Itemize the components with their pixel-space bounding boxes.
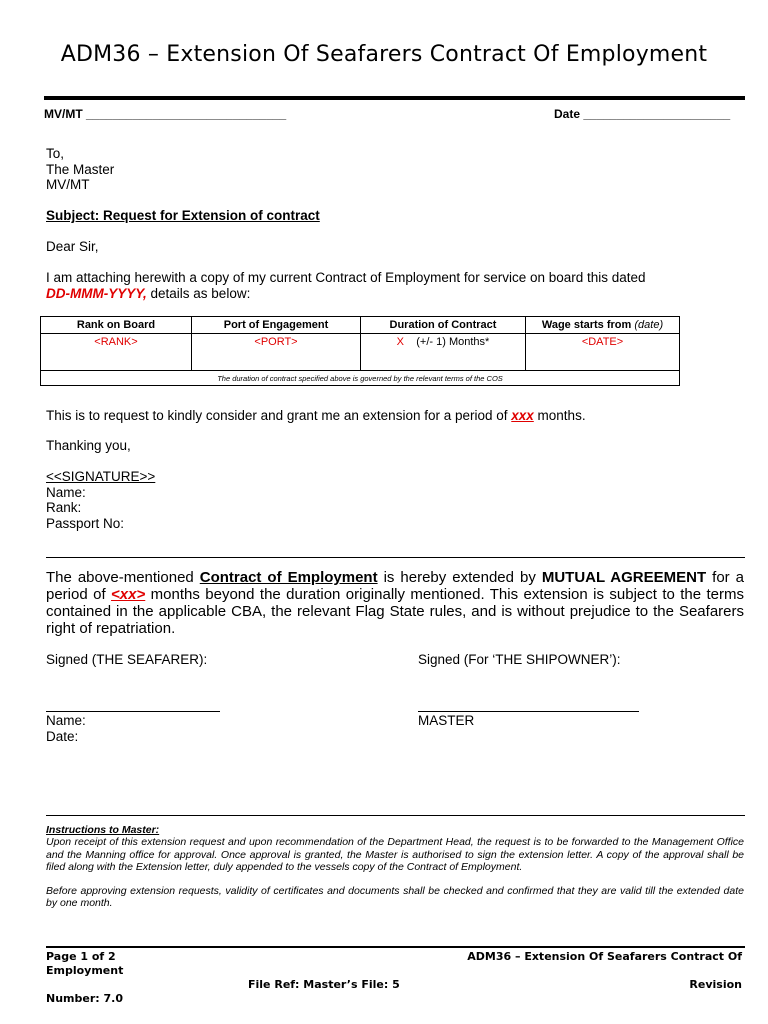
contract-details-table [40, 316, 680, 386]
footer-doc-title: ADM36 – Extension Of Seafarers Contract Of [467, 950, 742, 963]
footer-revision: Revision [689, 978, 742, 991]
request-paragraph [46, 408, 586, 424]
header-duration: Duration of Contract [361, 317, 526, 334]
signed-seafarer: Signed (THE SEAFARER): [46, 652, 208, 667]
intro-suffix: details as below: [146, 285, 251, 301]
master-label: MASTER [418, 713, 475, 728]
seafarer-signature-line [46, 711, 220, 712]
seafarer-date: Date: [46, 728, 79, 744]
document-title: ADM36 – Extension Of Seafarers Contract Of Employment [60, 42, 708, 67]
footer-employment: Employment [46, 964, 124, 977]
signature-placeholder: <<SIGNATURE>> [46, 469, 156, 484]
agreement-p1: The above-mentioned [46, 569, 200, 586]
header-wage [526, 317, 680, 334]
seafarer-details [46, 713, 86, 744]
date-field: Date ______________________ [554, 107, 731, 121]
agreement-xx: <xx> [111, 586, 146, 603]
address-line-vessel: MV/MT [46, 177, 90, 192]
request-period: xxx [511, 408, 534, 423]
header-wage-suffix: (date) [634, 319, 664, 331]
agreement-p3: for a period of [46, 569, 744, 603]
signature-name: Name: [46, 484, 86, 500]
agreement-p4: months beyond the duration originally mentioned. This extension is subject to the terms contained in the applicable CBA, the relevant Flag State rules, and is without prejudice to the Seafarers right of repatriation. [46, 586, 745, 637]
thanks: Thanking you, [46, 438, 131, 453]
footer-page: Page 1 of 2 [46, 950, 116, 963]
agreement-paragraph [46, 569, 744, 637]
title-rule [44, 96, 745, 100]
request-prefix: This is to request to kindly consider and grant me an extension for a period of [46, 408, 512, 423]
duration-x: X [396, 336, 405, 348]
date-placeholder: DD-MMM-YYYY, [46, 285, 147, 301]
subject-line: Subject: Request for Extension of contract [46, 208, 320, 223]
signature-block [46, 469, 155, 531]
intro-paragraph [46, 270, 746, 301]
salutation: Dear Sir, [46, 239, 99, 254]
header-rank: Rank on Board [41, 317, 192, 334]
address-block [46, 146, 114, 193]
signature-passport: Passport No: [46, 515, 125, 531]
header-port: Port of Engagement [192, 317, 361, 334]
rank-value: <RANK> [41, 334, 192, 371]
shipowner-signature-line [418, 711, 639, 712]
address-line-master: The Master [46, 161, 115, 177]
instructions-para2: Before approving extension requests, validity of certificates and documents shall be checked and confirmed that they are valid till the extended date by one month. [46, 885, 744, 910]
port-value: <PORT> [192, 334, 361, 371]
duration-text: (+/- 1) Months* [416, 336, 490, 348]
address-line-to: To, [46, 146, 65, 161]
instructions-block [46, 824, 744, 910]
table-note: The duration of contract specified above is governed by the relevant terms of the COS [41, 371, 680, 386]
request-suffix: months. [533, 408, 586, 423]
header-wage-label: Wage starts from [541, 319, 632, 331]
agreement-p2: is hereby extended by [377, 569, 542, 586]
section-divider [46, 557, 745, 558]
instructions-divider [46, 815, 745, 816]
duration-value [361, 334, 526, 371]
vessel-field: MV/MT ______________________________ [44, 107, 287, 121]
agreement-mutual: MUTUAL AGREEMENT [541, 569, 707, 586]
instructions-heading: Instructions to Master: [46, 824, 160, 836]
footer-number: Number: 7.0 [46, 992, 123, 1005]
footer-file-ref: File Ref: Master’s File: 5 [248, 978, 400, 991]
wage-date-value: <DATE> [526, 334, 680, 371]
agreement-contract: Contract of Employment [199, 569, 378, 586]
intro-text: I am attaching herewith a copy of my current Contract of Employment for service on board this dated [46, 270, 646, 285]
signature-rank: Rank: [46, 500, 82, 515]
instructions-para1: Upon receipt of this extension request and upon recommendation of the Department Head, the request is to be forwarded to the Management Office and the Manning office for approval. Once approval is granted, the Master is authorised to sign the extension letter. A copy of the approval shall be filed along with the Extension letter, duly appended to the vessels copy of the Contract of Employment. [46, 836, 744, 873]
footer-rule [46, 946, 745, 948]
seafarer-name: Name: [46, 713, 86, 728]
signed-shipowner: Signed (For ‘THE SHIPOWNER’): [418, 652, 621, 667]
